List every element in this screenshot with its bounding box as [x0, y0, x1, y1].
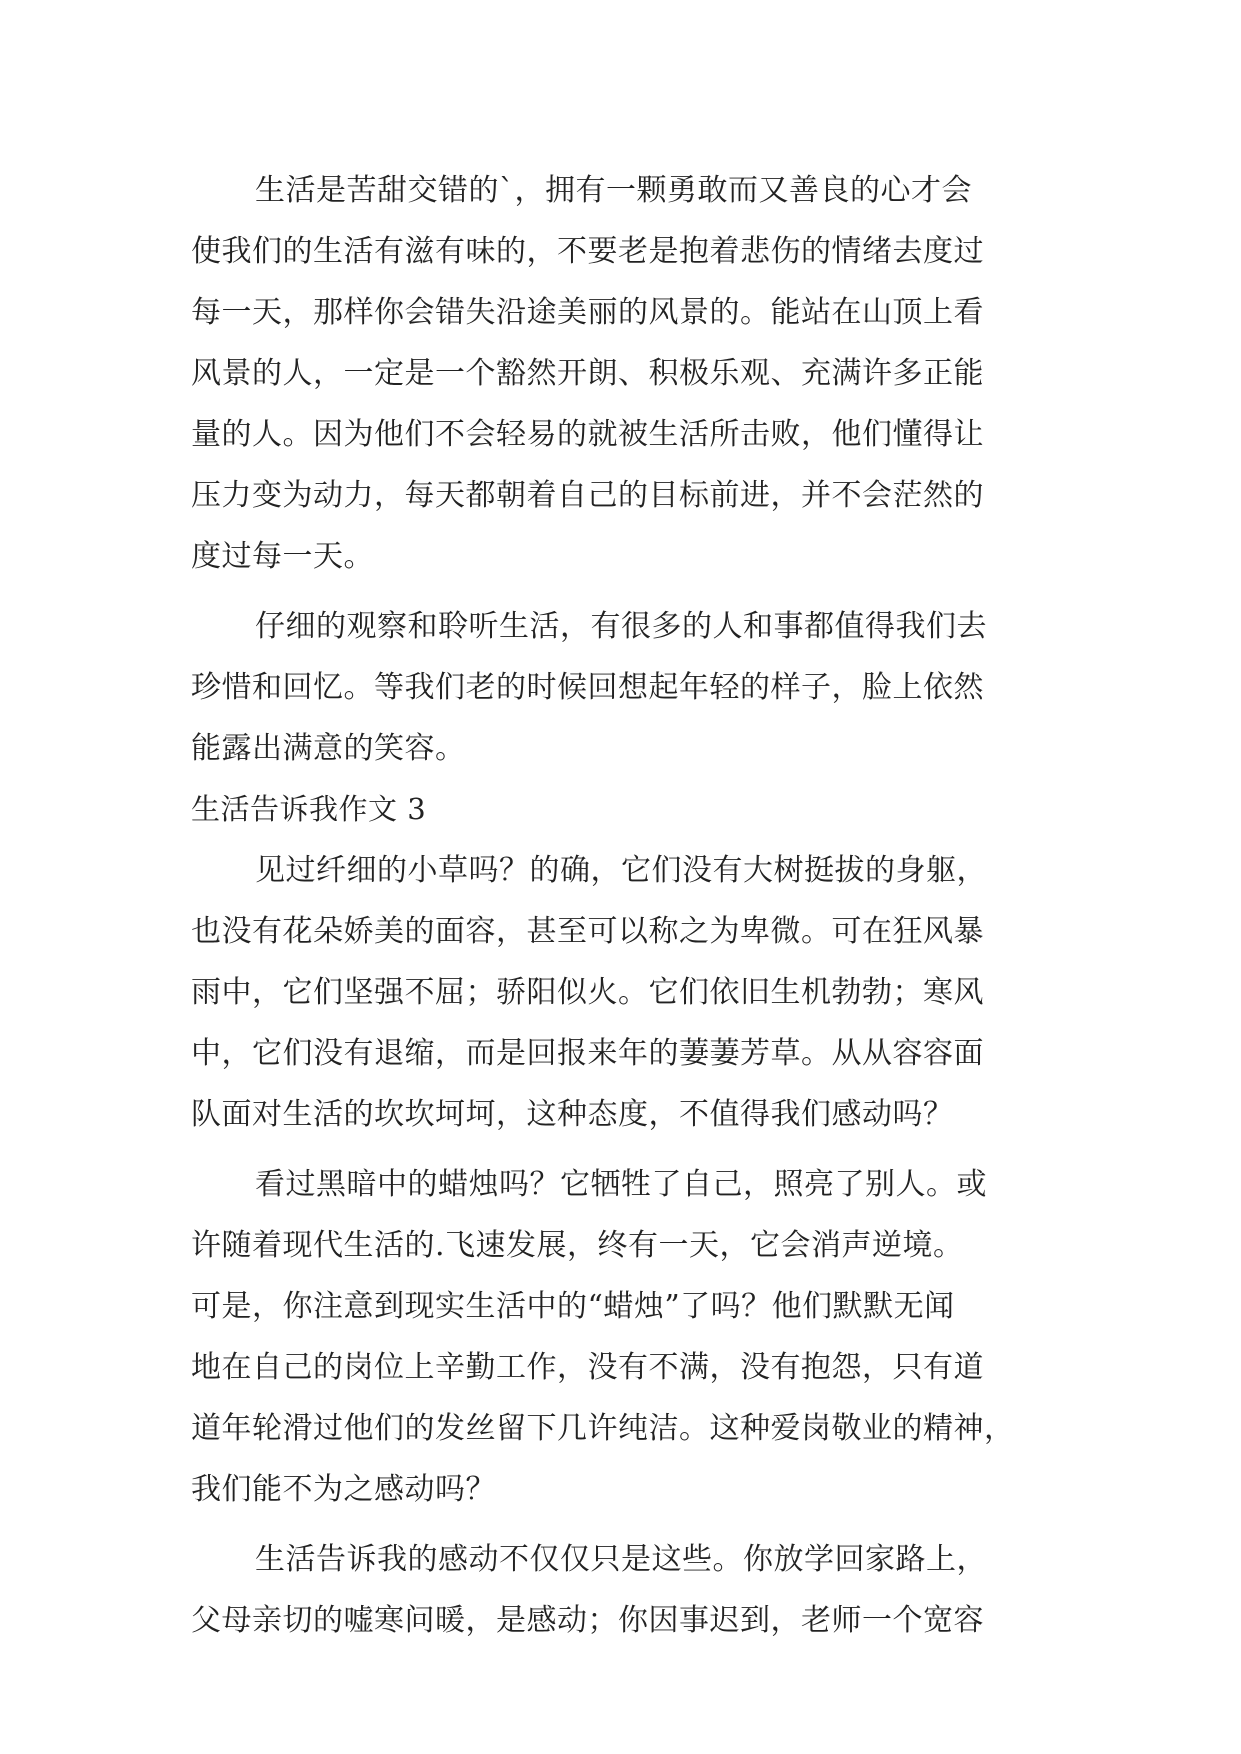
- text-line: 我们能不为之感动吗？: [191, 1472, 496, 1507]
- text-line: 度过每一天。: [191, 539, 374, 574]
- text-line: 每一天，那样你会错失沿途美丽的风景的。能站在山顶上看: [191, 295, 984, 330]
- text-line: 压力变为动力，每天都朝着自己的目标前进，并不会茫然的: [191, 478, 984, 513]
- paragraph: [191, 1154, 1051, 1520]
- text-line: 地在自己的岗位上辛勤工作，没有不满，没有抱怨，只有道: [191, 1350, 984, 1385]
- text-line: 珍惜和回忆。等我们老的时候回想起年轻的样子，脸上依然: [191, 670, 984, 705]
- paragraph: [191, 840, 1051, 1145]
- text-line: 仔细的观察和聆听生活，有很多的人和事都值得我们去: [255, 609, 987, 644]
- section-heading: 生活告诉我作文 3: [191, 792, 427, 826]
- text-line: 道年轮滑过他们的发丝留下几许纯洁。这种爱岗敬业的精神，: [191, 1411, 1015, 1446]
- text-line: 也没有花朵娇美的面容，甚至可以称之为卑微。可在狂风暴: [191, 914, 984, 949]
- paragraph: [191, 596, 1051, 779]
- document-body: [191, 160, 1051, 1651]
- text-line: 能露出满意的笑容。: [191, 731, 466, 766]
- text-line: 使我们的生活有滋有味的，不要老是抱着悲伤的情绪去度过: [191, 234, 984, 269]
- text-line: 看过黑暗中的蜡烛吗？它牺牲了自己，照亮了别人。或: [255, 1167, 987, 1202]
- text-line: 雨中，它们坚强不屈；骄阳似火。它们依旧生机勃勃；寒风: [191, 975, 984, 1010]
- paragraph: [191, 1529, 1051, 1651]
- text-line: 父母亲切的嘘寒问暖，是感动；你因事迟到，老师一个宽容: [191, 1603, 984, 1638]
- text-line: 生活是苦甜交错的`，拥有一颗勇敢而又善良的心才会: [255, 173, 972, 208]
- text-line: 量的人。因为他们不会轻易的就被生活所击败，他们懂得让: [191, 417, 984, 452]
- paragraph: [191, 160, 1051, 587]
- text-line: 生活告诉我的感动不仅仅只是这些。你放学回家路上，: [255, 1542, 987, 1577]
- text-line: 许随着现代生活的.飞速发展，终有一天，它会消声逆境。: [191, 1228, 964, 1263]
- text-line: 队面对生活的坎坎坷坷，这种态度，不值得我们感动吗？: [191, 1097, 954, 1132]
- text-line: 可是，你注意到现实生活中的“蜡烛”了吗？他们默默无闻: [191, 1289, 955, 1324]
- paragraph-gap: [191, 1145, 1051, 1154]
- text-line: 风景的人，一定是一个豁然开朗、积极乐观、充满许多正能: [191, 356, 984, 391]
- text-line: 中，它们没有退缩，而是回报来年的萋萋芳草。从从容容面: [191, 1036, 984, 1071]
- paragraph-gap: [191, 1520, 1051, 1529]
- paragraph-gap: [191, 587, 1051, 596]
- text-line: 见过纤细的小草吗？的确，它们没有大树挺拔的身躯，: [255, 853, 987, 888]
